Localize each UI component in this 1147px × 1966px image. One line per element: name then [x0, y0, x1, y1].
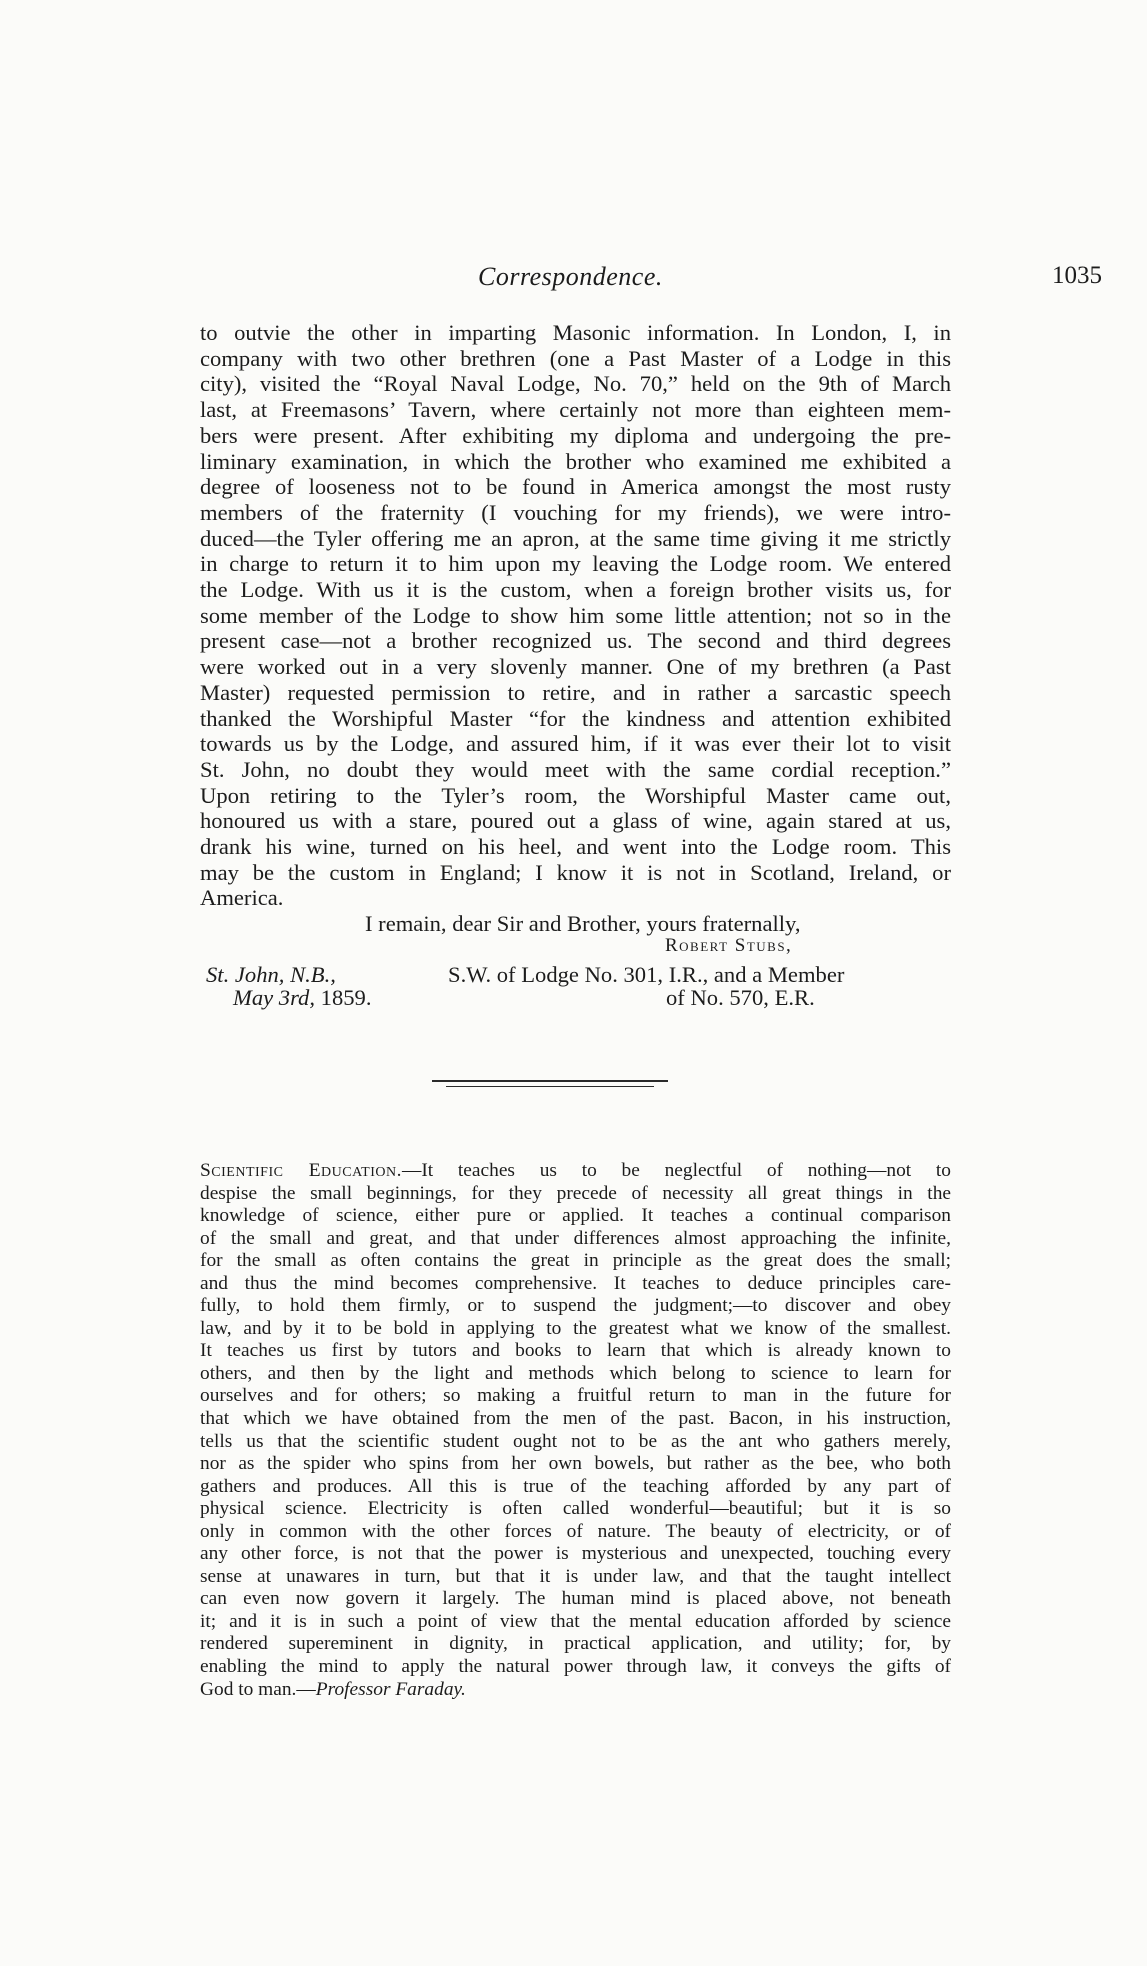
excerpt-line: any other force, is not that the power is mysterious and unexpected, touching every: [200, 1543, 951, 1565]
letter-line: degree of looseness not to be found in America amongst the most rusty: [200, 474, 951, 500]
excerpt-line: of the small and great, and that under differences almost approaching the infinite,: [200, 1227, 951, 1249]
section-divider: [432, 1080, 668, 1082]
running-title: Correspondence.: [478, 262, 663, 291]
excerpt-line: [200, 1160, 951, 1183]
excerpt-line: others, and then by the light and methods which belong to science to learn for: [200, 1362, 951, 1384]
excerpt-line: ourselves and for others; so making a fruitful return to man in the future for: [200, 1385, 951, 1407]
excerpt-last-line-start: God to man.—: [200, 1678, 316, 1700]
closing-salutation: I remain, dear Sir and Brother, yours fraternally,: [365, 911, 801, 936]
signer-name: Robert Stubs,: [665, 935, 793, 956]
letter-place: St. John, N.B.,: [206, 962, 336, 987]
letter-line: city), visited the “Royal Naval Lodge, No. 70,” held on the 9th of March: [200, 371, 951, 397]
excerpt-line: law, and by it to be bold in applying to the greatest what we know of the smallest.: [200, 1317, 951, 1339]
excerpt-line: rendered supereminent in dignity, in practical application, and utility; for, by: [200, 1633, 951, 1655]
excerpt-line: [200, 1679, 951, 1702]
section-divider-thin: [446, 1086, 654, 1087]
excerpt-line: tells us that the scientific student ought not to be as the ant who gathers merely,: [200, 1430, 951, 1452]
letter-body: [200, 320, 951, 911]
letter-line: duced—the Tyler offering me an apron, at the same time giving it me strictly: [200, 525, 951, 551]
letter-line: drank his wine, turned on his heel, and went into the Lodge room. This: [200, 834, 951, 860]
excerpt-heading: Scientific Education.: [200, 1160, 402, 1181]
excerpt-line: enabling the mind to apply the natural power through law, it conveys the gifts of: [200, 1656, 951, 1678]
letter-line: towards us by the Lodge, and assured him, if it was ever their lot to visit: [200, 731, 951, 757]
excerpt-line: gathers and produces. All this is true of the teaching afforded by any part of: [200, 1475, 951, 1497]
excerpt-line: knowledge of science, either pure or applied. It teaches a continual comparison: [200, 1205, 951, 1227]
letter-line: St. John, no doubt they would meet with the same cordial reception.”: [200, 756, 951, 782]
excerpt-line: for the small as often contains the great in principle as the great does the small;: [200, 1250, 951, 1272]
excerpt-line: can even now govern it largely. The human mind is placed above, not beneath: [200, 1588, 951, 1610]
excerpt-line-text: —It teaches us to be neglectful of nothing—not to: [401, 1160, 951, 1181]
letter-line: liminary examination, in which the brother who examined me exhibited a: [200, 448, 951, 474]
letter-line: last, at Freemasons’ Tavern, where certainly not more than eighteen mem-: [200, 397, 951, 423]
letter-line: members of the fraternity (I vouching for my friends), we were intro-: [200, 499, 951, 525]
letter-line: Master) requested permission to retire, and in rather a sarcastic speech: [200, 679, 951, 705]
letter-date-year: 1859.: [320, 985, 372, 1010]
page-number: 1035: [1052, 262, 1102, 289]
excerpt-line: that which we have obtained from the men of the past. Bacon, in his instruction,: [200, 1408, 951, 1430]
letter-line: bers were present. After exhibiting my diploma and undergoing the pre-: [200, 422, 951, 448]
excerpt-line: fully, to hold them firmly, or to suspend the judgment;—to discover and obey: [200, 1295, 951, 1317]
page-header: [0, 262, 1147, 302]
letter-line: thanked the Worshipful Master “for the kindness and attention exhibited: [200, 705, 951, 731]
letter-date: [233, 985, 372, 1011]
letter-line: to outvie the other in imparting Masonic information. In London, I, in: [200, 320, 951, 345]
excerpt-attribution: Professor Faraday.: [315, 1678, 466, 1700]
letter-line: company with two other brethren (one a Past Master of a Lodge in this: [200, 345, 951, 371]
letter-line: Upon retiring to the Tyler’s room, the Worshipful Master came out,: [200, 782, 951, 808]
excerpt-line: it; and it is in such a point of view that the mental education afforded by science: [200, 1610, 951, 1632]
excerpt-line: physical science. Electricity is often called wonderful—beautiful; but it is so: [200, 1498, 951, 1520]
signer-role-line-1: S.W. of Lodge No. 301, I.R., and a Member: [448, 962, 845, 987]
excerpt-line: despise the small beginnings, for they precede of necessity all great things in the: [200, 1182, 951, 1204]
letter-line: in charge to return it to him upon my leaving the Lodge room. We entered: [200, 551, 951, 577]
signer-role-line-2: of No. 570, E.R.: [666, 985, 815, 1010]
letter-line: may be the custom in England; I know it is not in Scotland, Ireland, or: [200, 859, 951, 885]
excerpt-line: only in common with the other forces of nature. The beauty of electricity, or of: [200, 1520, 951, 1542]
excerpt-line: sense at unawares in turn, but that it is under law, and that the taught intellect: [200, 1565, 951, 1587]
excerpt-line: nor as the spider who spins from her own bowels, but rather as the bee, who both: [200, 1453, 951, 1475]
excerpt-body: [200, 1160, 951, 1701]
letter-date-month: May 3rd,: [233, 985, 315, 1010]
excerpt-line: It teaches us first by tutors and books to learn that which is already known to: [200, 1340, 951, 1362]
excerpt-line: and thus the mind becomes comprehensive. It teaches to deduce principles care-: [200, 1272, 951, 1294]
letter-line: were worked out in a very slovenly manner. One of my brethren (a Past: [200, 654, 951, 680]
letter-line: honoured us with a stare, poured out a glass of wine, again stared at us,: [200, 808, 951, 834]
letter-line: America.: [200, 885, 284, 911]
letter-line: some member of the Lodge to show him some little attention; not so in the: [200, 602, 951, 628]
letter-line: the Lodge. With us it is the custom, when a foreign brother visits us, for: [200, 577, 951, 603]
letter-line: present case—not a brother recognized us. The second and third degrees: [200, 628, 951, 654]
